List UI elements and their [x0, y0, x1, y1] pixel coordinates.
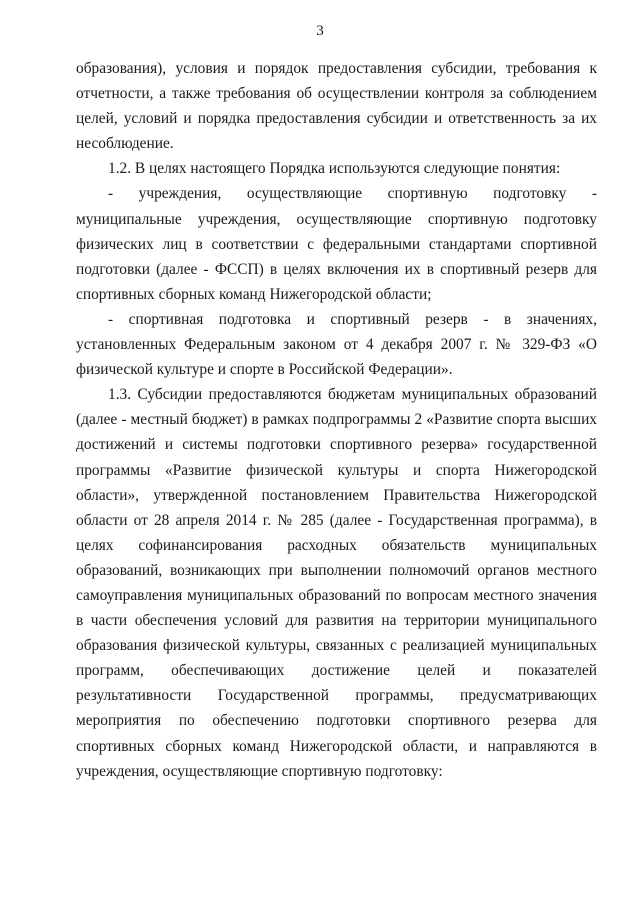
paragraph-1-2: 1.2. В целях настоящего Порядка используются следующие понятия:: [108, 160, 561, 178]
paragraph-continuation: образования), условия и порядок предоставления субсидии, требования к отчетности, а также требования об осуществлении контроля за соблюдением целей, условий и порядка предоставления субсидии и ответственность за их несоблюдение.: [76, 60, 597, 153]
paragraph-definition-training: - спортивная подготовка и спортивный резерв - в значениях, установленных Федеральным законом от 4 декабря 2007 г. № 329-ФЗ «О физической культуре и спорте в Российской Федерации».: [76, 310, 597, 379]
paragraph-1-3: 1.3. Субсидии предоставляются бюджетам муниципальных образований (далее - местный бюджет) в рамках подпрограммы 2 «Развитие спорта высших достижений и системы подготовки спортивного резерва» государственной программы «Развитие физической культуры и спорта Нижегородской области», утвержденной постановлением Правительства Нижегородской области от 28 апреля 2014 г. № 285 (далее - Государственная программа), в целях софинансирования расходных обязательств муниципальных образований, возникающих при выполнении полномочий органов местного самоуправления муниципальных образований по вопросам местного значения в части обеспечения условий для развития на территории муниципального образования физической культуры, связанных с реализацией муниципальных программ, обеспечивающих достижение целей и показателей результативности Государственной программы, предусматривающих мероприятия по обеспечению подготовки спортивного резерва для спортивных сборных команд Нижегородской области, и направляются в учреждения, осуществляющие спортивную подготовку:: [76, 386, 597, 780]
paragraph-definition-institutions: - учреждения, осуществляющие спортивную подготовку - муниципальные учреждения, осуществляющие спортивную подготовку физических лиц в соответствии с федеральными стандартами спортивной подготовки (далее - ФССП) в целях включения их в спортивный резерв для спортивных сборных команд Нижегородской области;: [76, 185, 597, 303]
document-body: [76, 56, 597, 784]
page-number: 3: [316, 23, 324, 39]
